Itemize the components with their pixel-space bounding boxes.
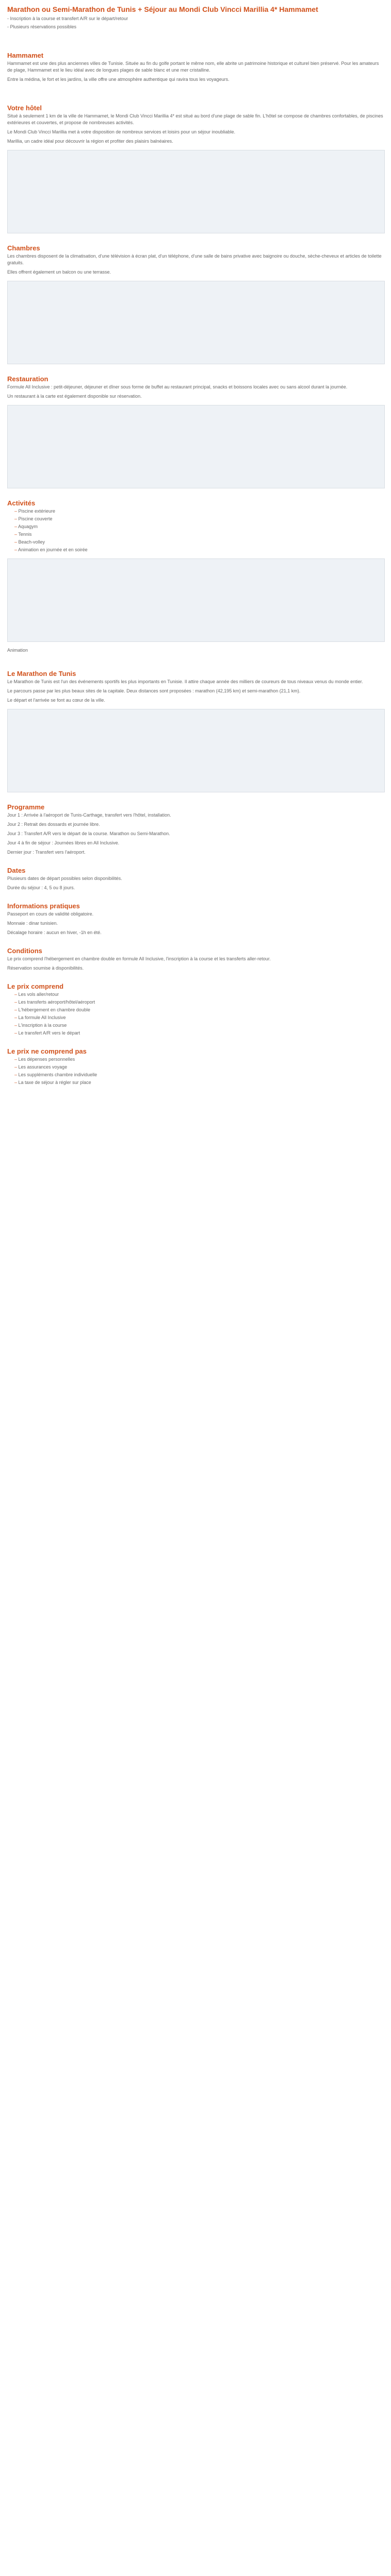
paragraph: Jour 4 à fin de séjour : Journées libres en All Inclusive. xyxy=(7,840,120,845)
includes-section xyxy=(0,982,391,1037)
list-item: – Les suppléments chambre individuelle xyxy=(14,1072,384,1078)
list-item: – Les assurances voyage xyxy=(14,1064,384,1071)
activities-section xyxy=(0,499,391,654)
paragraph: Décalage horaire : aucun en hiver, -1h en été. xyxy=(7,930,102,935)
list-item: – Piscine couverte xyxy=(14,516,384,522)
list-item: – Piscine extérieure xyxy=(14,508,384,515)
list-item: – Les vols aller/retour xyxy=(14,991,384,998)
hero-line: - Inscription à la course et transfert A/R sur le départ/retour xyxy=(7,16,128,21)
excludes-section xyxy=(0,1047,391,1086)
paragraph: Le départ et l'arrivée se font au cœur de la ville. xyxy=(7,698,105,703)
section-title: Conditions xyxy=(7,947,42,955)
section-title: Le prix ne comprend pas xyxy=(7,1047,87,1055)
list-item: – Tennis xyxy=(14,531,384,538)
paragraph: Réservation soumise à disponibilités. xyxy=(7,965,84,971)
activities-list xyxy=(7,508,384,553)
paragraph: Marillia, un cadre idéal pour découvrir la région et profiter des plaisirs balnéaires. xyxy=(7,139,173,144)
list-item: – La taxe de séjour à régler sur place xyxy=(14,1079,384,1086)
race-section xyxy=(0,669,391,792)
paragraph: Plusieurs dates de départ possibles selon disponibilités. xyxy=(7,876,122,881)
section-title: Dates xyxy=(7,867,26,874)
paragraph: Entre la médina, le fort et les jardins, la ville offre une atmosphère authentique qui ravira tous les voyageurs. xyxy=(7,77,230,82)
paragraph: Jour 2 : Retrait des dossards et journée libre. xyxy=(7,822,100,827)
paragraph: Le Mondi Club Vincci Marillia met à votre disposition de nombreux services et loisirs pour un séjour inoubliable. xyxy=(7,129,236,134)
paragraph: Formule All Inclusive : petit-déjeuner, déjeuner et dîner sous forme de buffet au restaurant principal, snacks et boissons locales avec ou sans alcool durant la journée. xyxy=(7,384,348,389)
list-item: – La formule All Inclusive xyxy=(14,1014,384,1021)
paragraph: Les chambres disposent de la climatisation, d'une télévision à écran plat, d'un téléphone, d'une salle de bains privative avec baignoire ou douche, sèche-cheveux et articles de toilette gratuits. xyxy=(7,253,382,265)
list-item: – Les dépenses personnelles xyxy=(14,1056,384,1063)
list-item: – Les transferts aéroport/hôtel/aéroport xyxy=(14,999,384,1006)
intro-section xyxy=(0,51,391,83)
section-title: Informations pratiques xyxy=(7,902,80,910)
includes-list xyxy=(7,991,384,1037)
list-item: – Le transfert A/R vers le départ xyxy=(14,1030,384,1037)
paragraph: Durée du séjour : 4, 5 ou 8 jours. xyxy=(7,885,75,890)
rooms-section xyxy=(0,244,391,364)
section-title: Le prix comprend xyxy=(7,982,64,990)
section-title: Le Marathon de Tunis xyxy=(7,670,76,677)
dates-section xyxy=(0,866,391,891)
race-photo xyxy=(7,709,385,792)
list-item: – L'inscription à la course xyxy=(14,1022,384,1029)
list-item: – Beach-volley xyxy=(14,539,384,546)
room-photo xyxy=(7,281,385,364)
paragraph: Le Marathon de Tunis est l'un des événements sportifs les plus importants en Tunisie. Il attire chaque année des milliers de coureurs de tous niveaux venus du monde entier. xyxy=(7,679,363,684)
paragraph: Hammamet est une des plus anciennes villes de Tunisie. Située au fin du golfe portant le même nom, elle abrite un patrimoine historique et culturel bien préservé. Pour les amateurs de plage, Hammamet est le lieu idéal avec de longues plages de sable blanc et une mer cristalline. xyxy=(7,61,379,73)
list-item: – L'hébergement en chambre double xyxy=(14,1007,384,1013)
restaurant-photo xyxy=(7,405,385,488)
hotel-photo xyxy=(7,150,385,233)
practical-section xyxy=(0,902,391,936)
paragraph: Monnaie : dinar tunisien. xyxy=(7,921,58,926)
section-title: Programme xyxy=(7,803,45,811)
section-title: Activités xyxy=(7,499,36,507)
page-title: Marathon ou Semi-Marathon de Tunis + Séjour au Mondi Club Vincci Marillia 4* Hammamet xyxy=(7,5,318,13)
hero-line: - Plusieurs réservations possibles xyxy=(7,24,77,29)
excludes-list xyxy=(7,1056,384,1086)
section-title: Restauration xyxy=(7,375,48,383)
list-item: – Aquagym xyxy=(14,523,384,530)
section-title: Chambres xyxy=(7,244,40,252)
program-section xyxy=(0,803,391,856)
photo-caption: Animation xyxy=(7,648,28,653)
pool-photo xyxy=(7,558,385,642)
section-title: Hammamet xyxy=(7,52,44,59)
meals-section xyxy=(0,375,391,488)
paragraph: Jour 1 : Arrivée à l'aéroport de Tunis-Carthage, transfert vers l'hôtel, installation. xyxy=(7,812,171,818)
conditions-section xyxy=(0,946,391,972)
paragraph: Le parcours passe par les plus beaux sites de la capitale. Deux distances sont proposées : marathon (42,195 km) et semi-marathon (21,1 km). xyxy=(7,688,301,693)
section-title: Votre hôtel xyxy=(7,104,42,112)
hero xyxy=(0,0,391,30)
paragraph: Situé à seulement 1 km de la ville de Hammamet, le Mondi Club Vincci Marillia 4* est situé au bord d'une plage de sable fin. L'hôtel se compose de chambres confortables, de piscines extérieures et couvertes, et propose de nombreuses activités. xyxy=(7,113,383,125)
paragraph: Le prix comprend l'hébergement en chambre double en formule All Inclusive, l'inscription à la course et les transferts aller-retour. xyxy=(7,956,271,961)
paragraph: Passeport en cours de validité obligatoire. xyxy=(7,911,94,917)
paragraph: Dernier jour : Transfert vers l'aéroport. xyxy=(7,850,86,855)
paragraph: Jour 3 : Transfert A/R vers le départ de la course. Marathon ou Semi-Marathon. xyxy=(7,831,170,836)
paragraph: Elles offrent également un balcon ou une terrasse. xyxy=(7,269,111,275)
paragraph: Un restaurant à la carte est également disponible sur réservation. xyxy=(7,394,142,399)
list-item: – Animation en journée et en soirée xyxy=(14,547,384,553)
hotel-section xyxy=(0,104,391,233)
